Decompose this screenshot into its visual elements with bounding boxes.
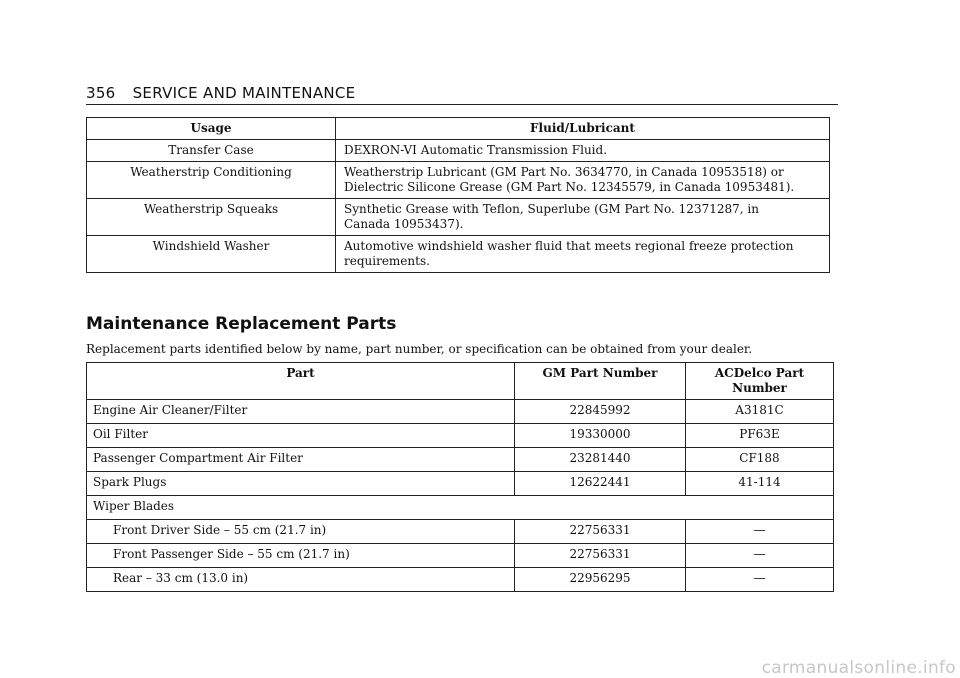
part-cell: Passenger Compartment Air Filter	[87, 448, 515, 472]
acdelco-number-cell: A3181C	[686, 400, 834, 424]
parts-table	[86, 362, 834, 592]
gm-number-cell: 22756331	[515, 544, 686, 568]
fluid-line: requirements.	[344, 254, 430, 268]
table-row	[87, 400, 834, 424]
gm-number-cell: 12622441	[515, 472, 686, 496]
column-header-acdelco: ACDelco Part Number	[686, 363, 834, 400]
part-cell: Front Driver Side – 55 cm (21.7 in)	[87, 520, 515, 544]
fluid-cell	[336, 199, 830, 236]
usage-cell: Weatherstrip Squeaks	[87, 199, 336, 236]
watermark: carmanualsonline.info	[761, 658, 956, 678]
usage-cell: Transfer Case	[87, 140, 336, 162]
fluid-line: Automotive windshield washer fluid that meets regional freeze protection	[344, 239, 794, 253]
fluid-line: Weatherstrip Lubricant (GM Part No. 3634770, in Canada 10953518) or	[344, 165, 784, 179]
gm-number-cell: 23281440	[515, 448, 686, 472]
fluid-line: Canada 10953437).	[344, 217, 464, 231]
gm-number-cell: 22956295	[515, 568, 686, 592]
fluid-cell	[336, 236, 830, 273]
part-cell: Front Passenger Side – 55 cm (21.7 in)	[87, 544, 515, 568]
table-header-row	[87, 363, 834, 400]
usage-cell: Weatherstrip Conditioning	[87, 162, 336, 199]
part-cell: Spark Plugs	[87, 472, 515, 496]
acdelco-number-cell: 41-114	[686, 472, 834, 496]
table-header-row	[87, 118, 830, 140]
gm-number-cell: 22756331	[515, 520, 686, 544]
intro-text: Replacement parts identified below by name, part number, or specification can be obtained from your dealer.	[86, 342, 753, 356]
table-row	[87, 568, 834, 592]
table-row	[87, 448, 834, 472]
table-row	[87, 472, 834, 496]
column-header-fluid: Fluid/Lubricant	[336, 118, 830, 140]
part-cell: Engine Air Cleaner/Filter	[87, 400, 515, 424]
table-row	[87, 496, 834, 520]
acdelco-number-cell: —	[686, 544, 834, 568]
acdelco-number-cell: —	[686, 568, 834, 592]
fluid-line: DEXRON-VI Automatic Transmission Fluid.	[344, 143, 608, 157]
table-row	[87, 544, 834, 568]
fluid-line: Dielectric Silicone Grease (GM Part No. 12345579, in Canada 10953481).	[344, 180, 795, 194]
part-cell: Oil Filter	[87, 424, 515, 448]
column-header-usage: Usage	[87, 118, 336, 140]
column-header-part: Part	[87, 363, 515, 400]
acdelco-number-cell: PF63E	[686, 424, 834, 448]
table-row	[87, 236, 830, 273]
section-header: SERVICE AND MAINTENANCE	[132, 84, 356, 102]
table-row	[87, 520, 834, 544]
section-title: Maintenance Replacement Parts	[86, 314, 397, 334]
fluid-cell	[336, 162, 830, 199]
gm-number-cell: 22845992	[515, 400, 686, 424]
page-number: 356	[86, 84, 116, 102]
part-group-cell: Wiper Blades	[87, 496, 834, 520]
fluids-table	[86, 117, 830, 273]
fluid-cell	[336, 140, 830, 162]
table-row	[87, 424, 834, 448]
table-row	[87, 199, 830, 236]
acdelco-number-cell: CF188	[686, 448, 834, 472]
table-row	[87, 162, 830, 199]
fluid-line: Synthetic Grease with Teflon, Superlube (GM Part No. 12371287, in	[344, 202, 759, 216]
table-row	[87, 140, 830, 162]
page-header	[86, 84, 838, 105]
gm-number-cell: 19330000	[515, 424, 686, 448]
column-header-gm: GM Part Number	[515, 363, 686, 400]
part-cell: Rear – 33 cm (13.0 in)	[87, 568, 515, 592]
usage-cell: Windshield Washer	[87, 236, 336, 273]
acdelco-number-cell: —	[686, 520, 834, 544]
